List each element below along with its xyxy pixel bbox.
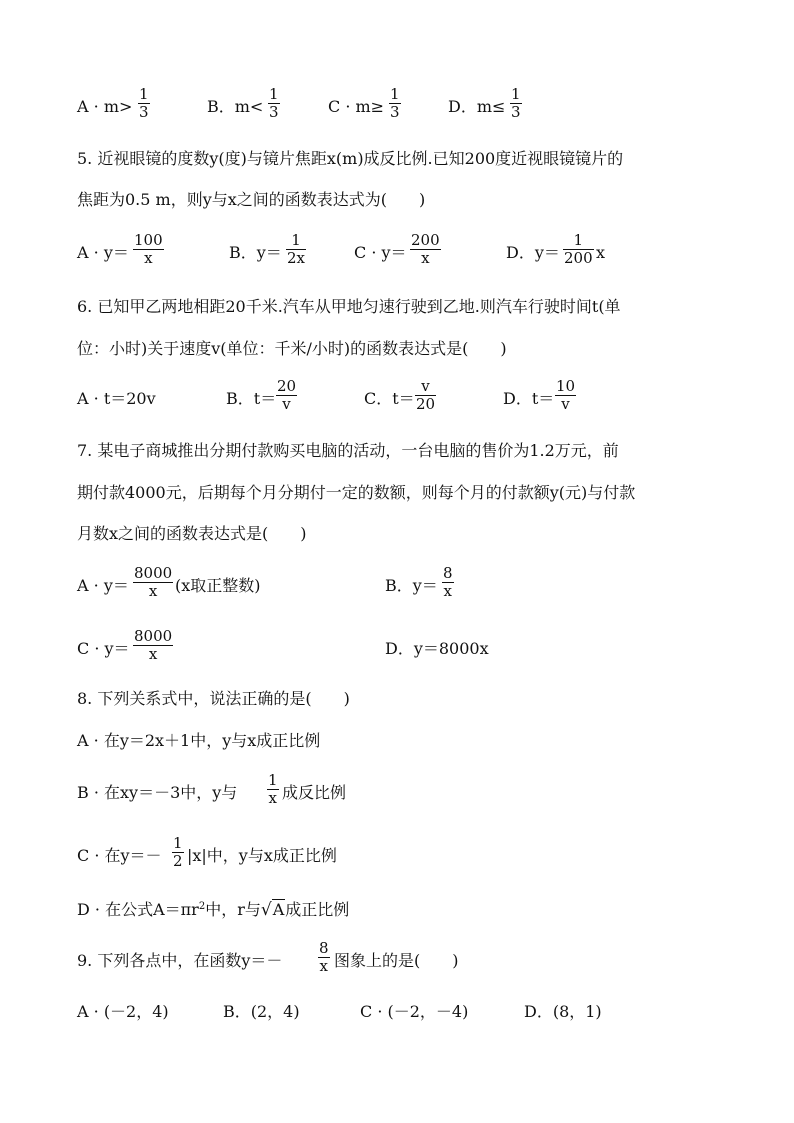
q4-option-b-fraction: $\frac{1}{3}$ — [269, 85, 279, 121]
q8-option-b: B · 在xy＝－3中，y与 — [77, 783, 238, 802]
q9-stem-post: 图象上的是( ) — [334, 951, 459, 970]
q5-option-b: B．y＝ — [229, 243, 282, 262]
q4-option-d-fraction: $\frac{1}{3}$ — [511, 85, 521, 121]
q7-option-a-suffix: (x取正整数) — [175, 576, 261, 595]
q8-option-d: D · 在公式$A=\pi r^2$中，r与√A成正比例 — [77, 900, 350, 920]
q6-option-b-fraction: $\frac{20}{v}$ — [277, 377, 297, 413]
q8-stem-line1: 8. 下列关系式中，说法正确的是( ) — [77, 689, 350, 708]
q5-option-a: A · y＝ — [77, 243, 129, 262]
q8-option-a: A · 在y＝2x＋1中，y与x成正比例 — [77, 731, 321, 750]
q5-stem-line1: 5. 近视眼镜的度数y(度)与镜片焦距x(m)成反比例.已知200度近视眼镜镜片的 — [77, 149, 624, 168]
q4-option-a: A · m> — [77, 97, 133, 116]
q5-option-c-fraction: $\frac{200}{x}$ — [411, 231, 440, 267]
q6-option-d-fraction: $\frac{10}{v}$ — [556, 377, 576, 413]
q7-option-a-fraction: $\frac{8000}{x}$ — [134, 564, 173, 600]
q5-option-c: C · y＝ — [354, 243, 407, 262]
q7-option-c: C · y＝ — [77, 639, 130, 658]
q7-option-b: B．y＝ — [385, 576, 438, 595]
q7-stem-line2: 期付款4000元，后期每个月分期付一定的数额，则每个月的付款额y(元)与付款 — [77, 483, 636, 502]
q5-option-d-suffix: x — [596, 243, 606, 262]
q4-option-b: B．m< — [207, 97, 264, 116]
q4-option-d: D．m≤ — [448, 97, 506, 116]
q4-option-c-fraction: $\frac{1}{3}$ — [390, 85, 400, 121]
q7-stem-line1: 7. 某电子商城推出分期付款购买电脑的活动，一台电脑的售价为1.2万元，前 — [77, 441, 619, 460]
q8-option-b-fraction: $\frac{1}{x}$ — [268, 771, 278, 807]
q8-option-c: C · 在y＝－ — [77, 846, 162, 865]
q4-option-a-fraction: $\frac{1}{3}$ — [139, 85, 149, 121]
q5-option-d-fraction: $\frac{1}{200}$ — [564, 231, 593, 267]
q8-option-b-suffix: 成反比例 — [282, 783, 347, 802]
q6-option-d: D．t＝ — [503, 389, 555, 408]
q6-option-c-fraction: $\frac{v}{20}$ — [416, 377, 436, 413]
q5-option-d: D．y＝ — [506, 243, 560, 262]
q8-option-c-fraction: $\frac{1}{2}$ — [173, 834, 183, 870]
q7-option-d: D．y＝8000x — [385, 639, 489, 658]
sqrt-symbol: √A — [260, 900, 285, 920]
q6-stem-line1: 6. 已知甲乙两地相距20千米.汽车从甲地匀速行驶到乙地.则汽车行驶时间t(单 — [77, 297, 621, 316]
q7-option-c-fraction: $\frac{8000}{x}$ — [134, 627, 173, 663]
q5-option-a-fraction: $\frac{100}{x}$ — [134, 231, 163, 267]
q8-option-c-suffix: |x|中，y与x成正比例 — [187, 846, 337, 865]
q5-option-b-fraction: $\frac{1}{2x}$ — [287, 231, 306, 267]
q7-option-b-fraction: $\frac{8}{x}$ — [443, 564, 453, 600]
q9-option-a: A · (－2，4) — [77, 1002, 169, 1021]
q5-stem-line2: 焦距为0.5 m，则y与x之间的函数表达式为( ) — [77, 190, 426, 209]
q4-option-c: C · m≥ — [328, 97, 385, 116]
q6-stem-line2: 位：小时)关于速度v(单位：千米/小时)的函数表达式是( ) — [77, 339, 507, 358]
q9-stem-pre: 9. 下列各点中，在函数y＝－ — [77, 951, 283, 970]
q7-stem-line3: 月数x之间的函数表达式是( ) — [77, 524, 307, 543]
q6-option-a: A · t＝20v — [77, 389, 156, 408]
q6-option-b: B．t＝ — [226, 389, 277, 408]
q9-option-d: D．(8，1) — [524, 1002, 602, 1021]
q6-option-c: C．t＝ — [364, 389, 415, 408]
q9-option-c: C · (－2，－4) — [360, 1002, 469, 1021]
q7-option-a: A · y＝ — [77, 576, 129, 595]
q9-option-b: B．(2，4) — [223, 1002, 300, 1021]
q9-stem-fraction: $\frac{8}{x}$ — [319, 939, 329, 975]
